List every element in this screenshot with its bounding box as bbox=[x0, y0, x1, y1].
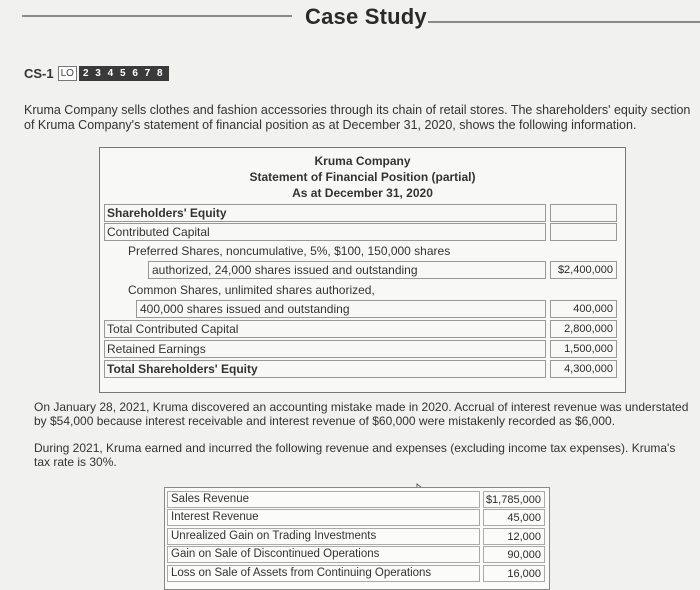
intro-paragraph: Kruma Company sells clothes and fashion accessories through its chain of retail stores. The shareholders' equity section of Kruma Company's statement of financial position as at December 31, 2020, shows the following information. bbox=[24, 103, 691, 132]
table-row bbox=[167, 528, 547, 546]
row-label: Total Shareholders' Equity bbox=[107, 362, 258, 376]
table-row bbox=[167, 509, 547, 527]
table-row bbox=[167, 565, 547, 583]
row-label: Sales Revenue bbox=[167, 491, 480, 508]
row-value: 2,800,000 bbox=[550, 320, 617, 338]
row-label: Loss on Sale of Assets from Continuing Operations bbox=[167, 565, 480, 582]
row-value: 90,000 bbox=[483, 546, 545, 563]
mistake-paragraph: On January 28, 2021, Kruma discovered an accounting mistake made in 2020. Accrual of interest revenue was understated by $54,000 because interest receivable and interest revenue of $60,000 were mistakenly recorded as $6,000. bbox=[34, 400, 689, 428]
table-row bbox=[167, 546, 547, 564]
statement-title: Statement of Financial Position (partial) bbox=[249, 170, 476, 184]
row-value: 12,000 bbox=[483, 528, 545, 545]
row-label: Preferred Shares, noncumulative, 5%, $100, 150,000 shares bbox=[128, 244, 451, 258]
row-value: 4,300,000 bbox=[550, 360, 617, 378]
revenue-expense-table bbox=[164, 487, 550, 590]
statement-row bbox=[104, 360, 621, 379]
statement-row bbox=[104, 340, 621, 359]
statement-row bbox=[104, 204, 621, 223]
row-value: 16,000 bbox=[483, 565, 545, 582]
row-value: $1,785,000 bbox=[483, 491, 545, 508]
header-rule-left bbox=[22, 15, 292, 17]
header-rule-right bbox=[428, 21, 700, 23]
row-value: $2,400,000 bbox=[550, 261, 617, 279]
statement-row bbox=[104, 300, 621, 319]
statement-row bbox=[104, 223, 621, 242]
page-title: Case Study bbox=[305, 4, 427, 29]
row-label: Common Shares, unlimited shares authorized, bbox=[128, 283, 375, 297]
statement-row bbox=[104, 261, 621, 280]
row-value: 45,000 bbox=[483, 509, 545, 526]
statement-row bbox=[104, 320, 621, 339]
row-label: Shareholders' Equity bbox=[107, 206, 227, 220]
row-value: 400,000 bbox=[550, 300, 617, 318]
statement-company: Kruma Company bbox=[314, 154, 411, 168]
row-label: 400,000 shares issued and outstanding bbox=[140, 302, 350, 316]
lo-numbers: 2 3 4 5 6 7 8 bbox=[79, 66, 169, 81]
statement-table bbox=[99, 147, 626, 393]
table-row bbox=[167, 491, 547, 509]
row-label: Total Contributed Capital bbox=[107, 322, 239, 336]
row-value bbox=[550, 223, 617, 241]
statement-row bbox=[104, 242, 621, 261]
statement-date: As at December 31, 2020 bbox=[292, 186, 433, 200]
row-label: Unrealized Gain on Trading Investments bbox=[167, 528, 480, 545]
statement-row bbox=[104, 281, 621, 300]
row-label: Contributed Capital bbox=[107, 225, 210, 239]
row-value bbox=[550, 204, 617, 222]
row-value: 1,500,000 bbox=[550, 340, 617, 358]
row-label: Gain on Sale of Discontinued Operations bbox=[167, 546, 480, 563]
case-label-row bbox=[24, 64, 169, 82]
lo-badge: LO bbox=[58, 66, 77, 81]
case-number: CS-1 bbox=[24, 65, 54, 81]
row-label: Interest Revenue bbox=[167, 509, 480, 526]
revenue-paragraph: During 2021, Kruma earned and incurred the following revenue and expenses (excluding income tax expenses). Kruma's tax rate is 30%. bbox=[34, 441, 676, 469]
row-label: Retained Earnings bbox=[107, 342, 206, 356]
row-label: authorized, 24,000 shares issued and outstanding bbox=[152, 263, 418, 277]
